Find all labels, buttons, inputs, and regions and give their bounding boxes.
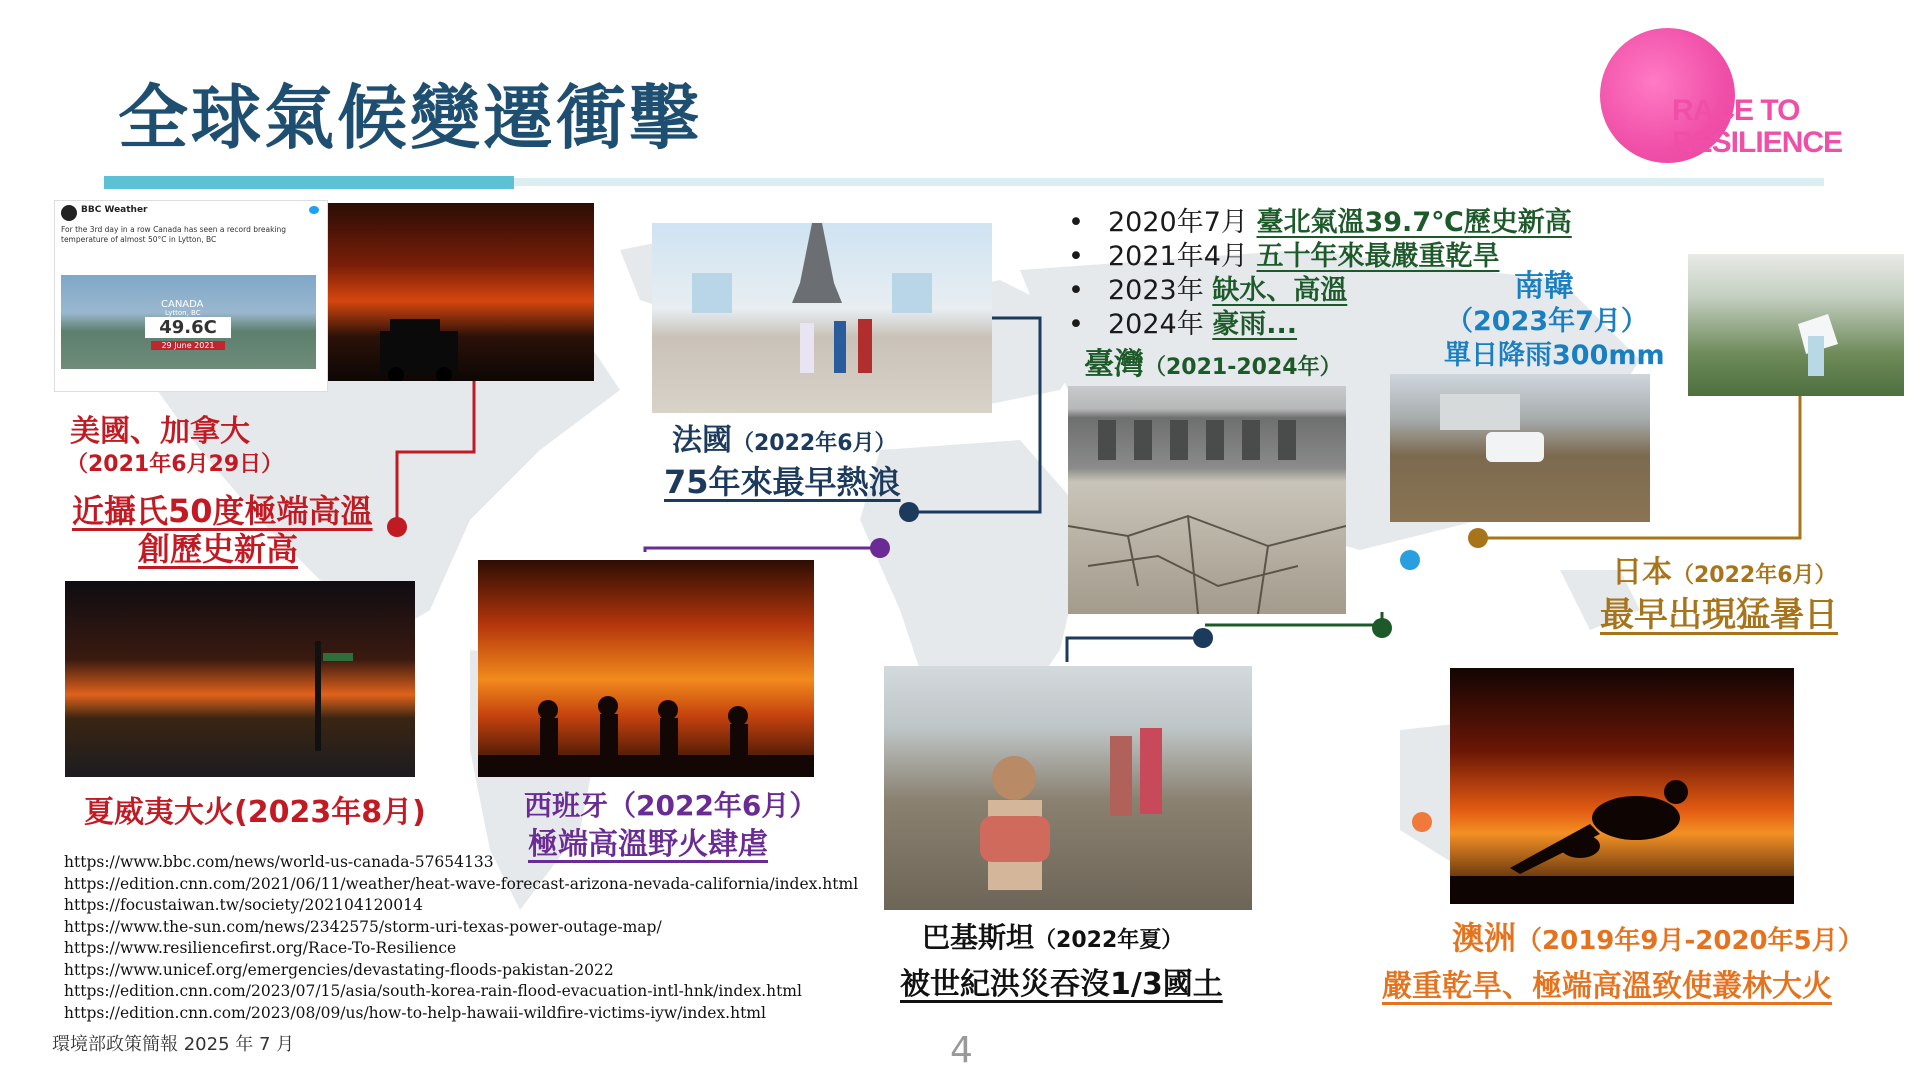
bbc-avatar (61, 205, 77, 221)
source-link[interactable]: https://www.bbc.com/news/world-us-canada-57654133 (64, 853, 494, 871)
taiwan-bullet-3 (1068, 274, 1572, 308)
taiwan-title (1084, 348, 1342, 383)
hawaii-fire-photo (65, 581, 415, 777)
firefighter-silhouettes (478, 560, 814, 777)
korea-headline: 單日降雨300mm (1444, 340, 1665, 371)
taiwan-marker (1372, 618, 1392, 638)
australia-title (1452, 920, 1864, 957)
taiwan-bullet-1 (1068, 206, 1572, 240)
bullet-text: 五十年來最嚴重乾旱 (1256, 241, 1500, 272)
page-number: 4 (950, 1030, 973, 1071)
japan-date: （2022年6月） (1672, 563, 1837, 588)
source-link[interactable]: https://www.unicef.org/emergencies/devastating-floods-pakistan-2022 (64, 960, 614, 979)
spain-marker (870, 538, 890, 558)
bullet-mark: • (1068, 309, 1084, 340)
tweet-body: For the 3rd day in a row Canada has seen a record breaking temperature of almost 50°C in Lytton, BC (61, 225, 287, 244)
spain-title: 西班牙（2022年6月） (524, 789, 818, 822)
tweet-temp: 49.6C (145, 317, 231, 338)
pakistan-headline: 被世紀洪災吞沒1/3國土 (900, 967, 1223, 1002)
pakistan-name: 巴基斯坦 (922, 921, 1035, 954)
usa-marker (387, 517, 407, 537)
hawaii-headline: 夏威夷大火(2023年8月) (84, 795, 426, 830)
kangaroo-silhouette (1450, 668, 1794, 904)
usa-canada-date: （2021年6月29日） (66, 452, 284, 477)
tweet-date: 29 June 2021 (151, 341, 225, 350)
page-title: 全球氣候變遷衝擊 (118, 77, 702, 159)
bullet-prefix: 2023年 (1108, 275, 1213, 306)
korea-title: 南韓 (1514, 269, 1574, 304)
australia-bushfire-photo (1450, 668, 1794, 904)
usa-canada-headline-1: 近攝氏50度極端高溫 (72, 492, 373, 530)
france-country: 法國 (672, 423, 732, 458)
spain-wildfire-photo (478, 560, 814, 777)
twitter-icon (309, 206, 319, 214)
bullet-mark: • (1068, 207, 1084, 238)
source-link[interactable]: https://edition.cnn.com/2021/06/11/weather/heat-wave-forecast-arizona-nevada-california/index.html (64, 874, 859, 893)
bullet-text: 缺水、高溫 (1212, 275, 1348, 306)
tweet-country: CANADA (161, 299, 204, 310)
australia-marker (1412, 812, 1432, 832)
tweet-photo (61, 275, 316, 369)
pakistan-marker (1193, 628, 1213, 648)
france-title (672, 424, 897, 459)
france-marker (899, 502, 919, 522)
child-figure (884, 666, 1252, 910)
dam-cracks (1068, 386, 1346, 614)
bullet-text: 臺北氣溫39.7℃歷史新高 (1256, 207, 1572, 238)
japan-marker (1468, 528, 1488, 548)
france-date: （2022年6月） (732, 431, 897, 456)
canada-wildfire-photo (328, 203, 594, 381)
pakistan-flood-photo (884, 666, 1252, 910)
bullet-mark: • (1068, 241, 1084, 272)
australia-date: （2019年9月-2020年5月） (1516, 926, 1864, 956)
tweet-account: BBC Weather (81, 205, 148, 215)
tweet-place: Lytton, BC (165, 309, 201, 317)
taiwan-drought-photo (1068, 386, 1346, 614)
australia-name: 澳洲 (1452, 919, 1517, 957)
japan-headline: 最早出現猛暑日 (1600, 595, 1838, 635)
bullet-text: 豪雨... (1212, 309, 1298, 340)
taiwan-bullet-2 (1068, 240, 1572, 274)
australia-headline: 嚴重乾旱、極端高溫致使叢林大火 (1382, 969, 1832, 1004)
source-link[interactable]: https://www.the-sun.com/news/2342575/storm-uri-texas-power-outage-map/ (64, 917, 662, 936)
source-link[interactable]: https://www.resiliencefirst.org/Race-To-Resilience (64, 939, 457, 957)
japan-name: 日本 (1612, 555, 1672, 590)
source-list (64, 852, 858, 1024)
eiffel-scene (652, 223, 992, 413)
source-link[interactable]: https://edition.cnn.com/2023/07/15/asia/south-korea-rain-flood-evacuation-intl-hnk/index.html (64, 982, 802, 1000)
paris-heatwave-photo (652, 223, 992, 413)
logo-line2: RESILIENCE (1672, 126, 1843, 159)
truck-silhouette (328, 203, 594, 381)
bullet-prefix: 2024年 (1108, 309, 1213, 340)
umbrella-walker (1688, 254, 1904, 396)
source-link[interactable]: https://focustaiwan.tw/society/202104120014 (64, 896, 423, 914)
bbc-tweet-image (54, 200, 328, 392)
pakistan-title (922, 922, 1183, 954)
korea-date: （2023年7月） (1446, 306, 1648, 337)
pakistan-date: （2022年夏） (1034, 928, 1184, 953)
footer-text: 環境部政策簡報 2025 年 7 月 (52, 1034, 295, 1055)
japan-title (1612, 556, 1837, 591)
korea-flood-photo (1390, 374, 1650, 522)
taiwan-date: （2021-2024年） (1144, 355, 1342, 380)
japan-heat-photo (1688, 254, 1904, 396)
street-silhouette (65, 581, 415, 777)
usa-canada-headline-2: 創歷史新高 (138, 530, 299, 568)
bullet-mark: • (1068, 275, 1084, 306)
usa-canada-title: 美國、加拿大 (70, 414, 250, 449)
korea-marker (1400, 550, 1420, 570)
flooded-car (1390, 374, 1650, 522)
france-headline: 75年來最早熱浪 (664, 463, 901, 501)
source-link[interactable]: https://edition.cnn.com/2023/08/09/us/how-to-help-hawaii-wildfire-victims-iyw/index.html (64, 1003, 766, 1022)
spain-headline: 極端高溫野火肆虐 (528, 827, 768, 862)
logo-line1: RACE TO (1672, 94, 1800, 127)
taiwan-name: 臺灣 (1084, 347, 1144, 382)
bullet-prefix: 2021年4月 (1108, 241, 1257, 272)
bullet-prefix: 2020年7月 (1108, 207, 1257, 238)
